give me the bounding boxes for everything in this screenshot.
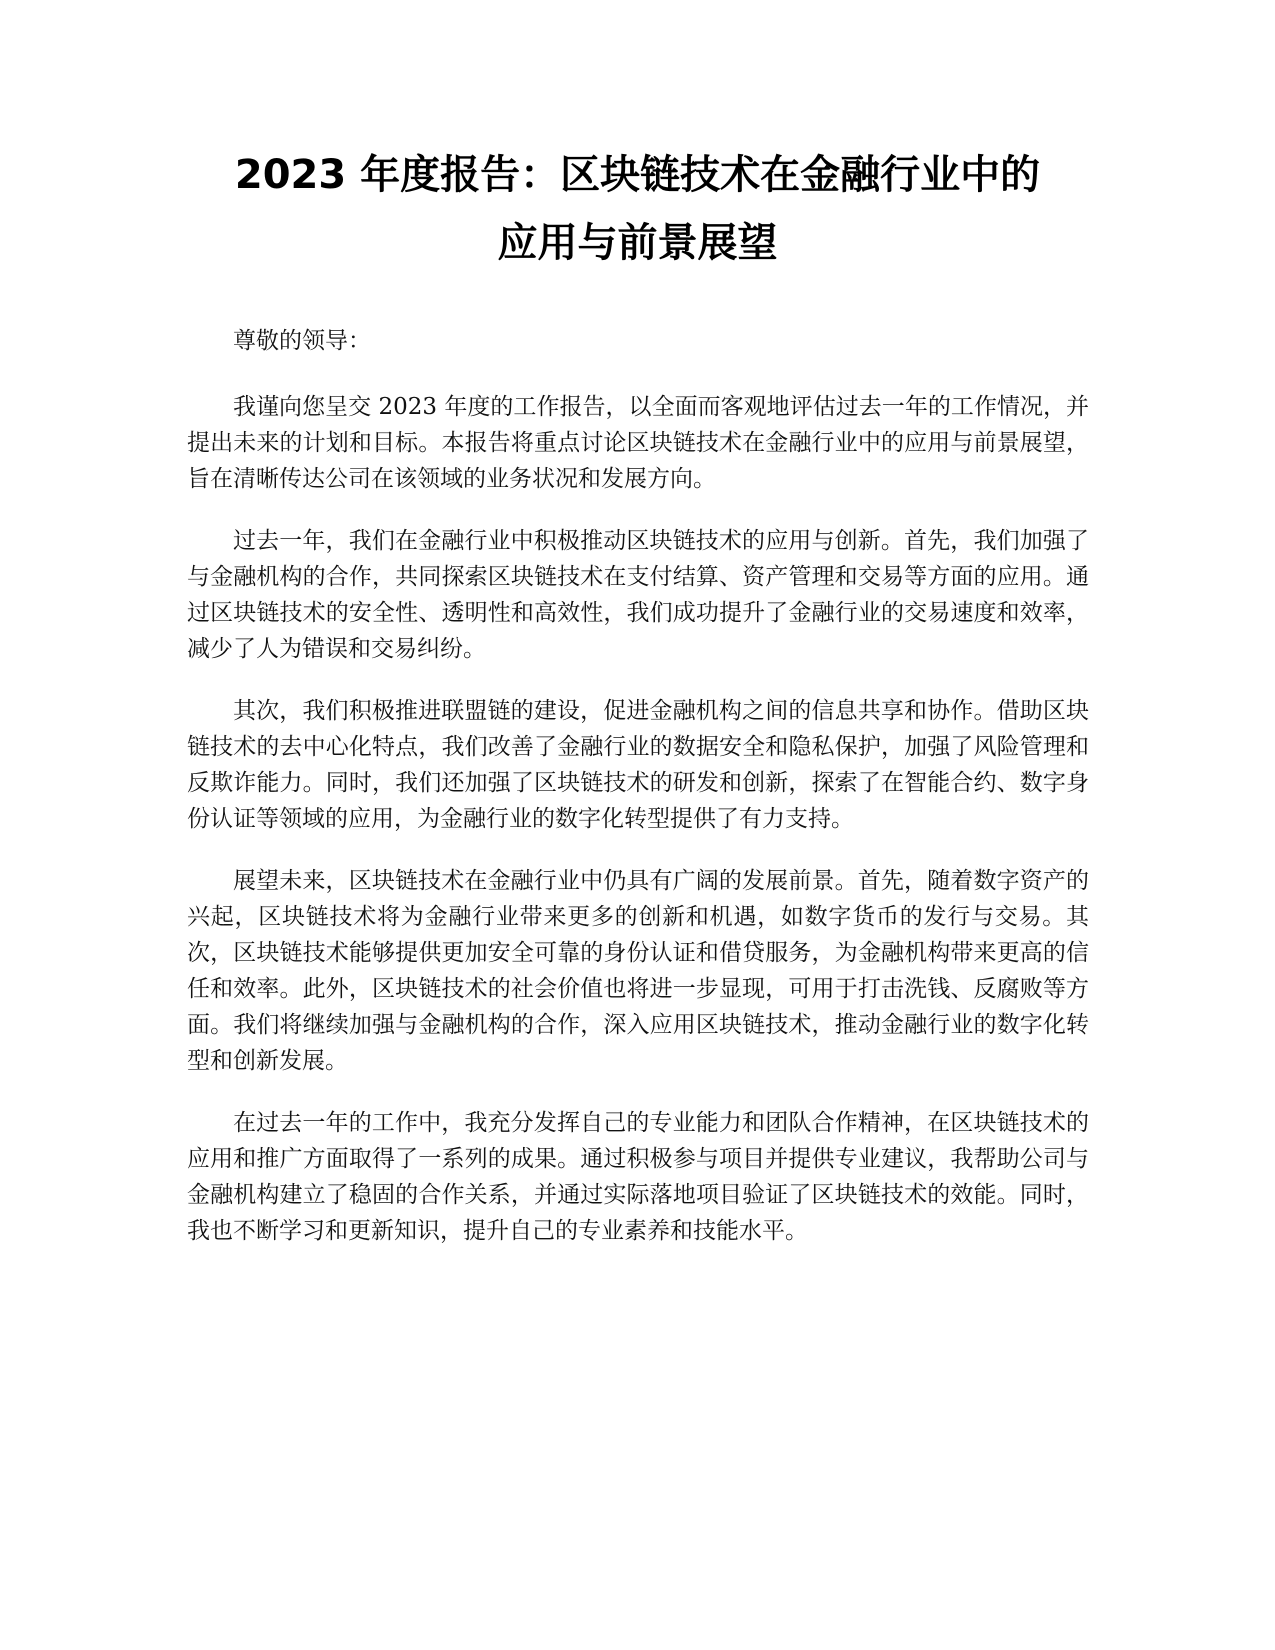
paragraph-past-year: 过去一年，我们在金融行业中积极推动区块链技术的应用与创新。首先，我们加强了与金融机构的合作，共同探索区块链技术在支付结算、资产管理和交易等方面的应用。通过区块链技术的安全性、透明性和高效性，我们成功提升了金融行业的交易速度和效率，减少了人为错误和交易纠纷。 (187, 528, 1089, 662)
report-title-line-1: 2023 年度报告：区块链技术在金融行业中的 (234, 152, 1041, 198)
paragraph-consortium-chain: 其次，我们积极推进联盟链的建设，促进金融机构之间的信息共享和协作。借助区块链技术的去中心化特点，我们改善了金融行业的数据安全和隐私保护，加强了风险管理和反欺诈能力。同时，我们还加强了区块链技术的研发和创新，探索了在智能合约、数字身份认证等领域的应用，为金融行业的数字化转型提供了有力支持。 (187, 698, 1089, 832)
report-body (187, 323, 1089, 1275)
salutation: 尊敬的领导： (233, 328, 371, 354)
paragraph-personal-work: 在过去一年的工作中，我充分发挥自己的专业能力和团队合作精神，在区块链技术的应用和推广方面取得了一系列的成果。通过积极参与项目并提供专业建议，我帮助公司与金融机构建立了稳固的合作关系，并通过实际落地项目验证了区块链技术的效能。同时，我也不断学习和更新知识，提升自己的专业素养和技能水平。 (187, 1110, 1089, 1244)
report-title (150, 141, 1125, 277)
paragraph-intro: 我谨向您呈交 2023 年度的工作报告，以全面而客观地评估过去一年的工作情况，并提出未来的计划和目标。本报告将重点讨论区块链技术在金融行业中的应用与前景展望，旨在清晰传达公司在该领域的业务状况和发展方向。 (187, 394, 1089, 492)
report-title-line-2: 应用与前景展望 (497, 220, 778, 266)
paragraph-outlook: 展望未来，区块链技术在金融行业中仍具有广阔的发展前景。首先，随着数字资产的兴起，区块链技术将为金融行业带来更多的创新和机遇，如数字货币的发行与交易。其次，区块链技术能够提供更加安全可靠的身份认证和借贷服务，为金融机构带来更高的信任和效率。此外，区块链技术的社会价值也将进一步显现，可用于打击洗钱、反腐败等方面。我们将继续加强与金融机构的合作，深入应用区块链技术，推动金融行业的数字化转型和创新发展。 (187, 868, 1089, 1074)
